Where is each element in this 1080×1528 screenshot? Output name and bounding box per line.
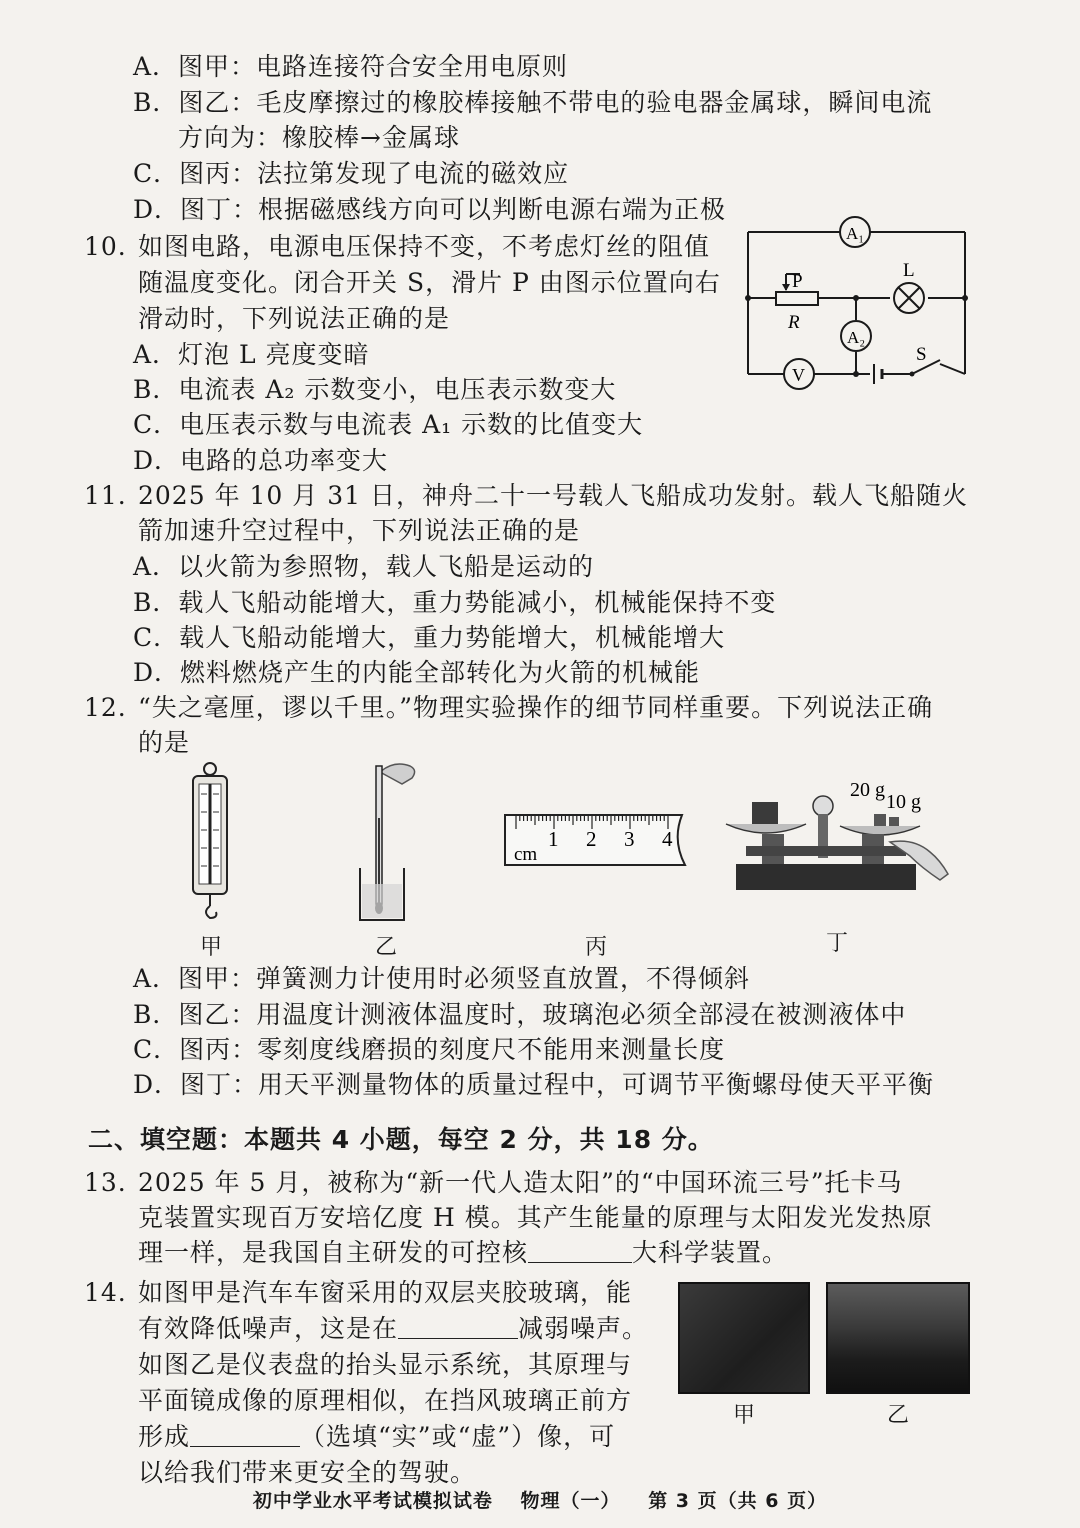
q14-caption-jia: 甲 (733, 1403, 756, 1428)
q10-stem: 如图电路，电源电压保持不变，不考虑灯丝的阻值 (138, 232, 711, 261)
a1-label: A₁ (846, 224, 865, 243)
q12-stem: “失之毫厘，谬以千里。”物理实验操作的细节同样重要。下列说法正确 (138, 693, 934, 722)
q14-line-4: 平面镜成像的原理相似，在挡风玻璃正前方 (138, 1386, 633, 1415)
laminated-glass-photo (678, 1282, 810, 1394)
circuit-diagram (740, 214, 972, 390)
footer-title: 初中学业水平考试模拟试卷 (252, 1490, 493, 1512)
r-label: R (788, 312, 800, 333)
q9-option-c: C．图丙：法拉第发现了电流的磁效应 (133, 159, 570, 188)
ruler-tick-2: 2 (586, 827, 597, 851)
thermometer-beaker-figure (352, 758, 422, 926)
q14-answer-blank-2[interactable] (190, 1420, 300, 1447)
q11-option-b: B．载人飞船动能增大，重力势能减小，机械能保持不变 (133, 588, 777, 617)
a2-label: A₂ (847, 328, 866, 347)
q14-text-c: 形成 (138, 1422, 191, 1451)
q13-number: 13. (84, 1168, 127, 1197)
right-pan-icon (840, 826, 920, 835)
q10-number: 10. (84, 232, 127, 261)
q9-option-d: D．图丁：根据磁感线方向可以判断电源右端为正极 (133, 195, 727, 224)
p-label: P (792, 271, 803, 292)
footer-page-number: 第 3 页（共 6 页） (648, 1490, 828, 1512)
ruler-tick-4: 4 (662, 827, 673, 851)
q9-option-b: B．图乙：毛皮摩擦过的橡胶棒接触不带电的验电器金属球，瞬间电流 (133, 88, 933, 117)
q10-stem-2: 随温度变化。闭合开关 S，滑片 P 由图示位置向右 (138, 268, 721, 297)
head-up-display-photo (826, 1282, 970, 1394)
s-label: S (916, 344, 927, 365)
q10-stem-3: 滑动时，下列说法正确的是 (138, 304, 451, 333)
fig-caption-bing: 丙 (585, 935, 608, 960)
q13-line-2: 克装置实现百万安培亿度 H 模。其产生能量的原理与太阳发光发热原 (138, 1203, 933, 1232)
ruler-tick-1: 1 (548, 827, 559, 851)
object-block-icon (752, 802, 778, 824)
q14-text-b: 减弱噪声。 (518, 1314, 649, 1343)
q12-option-a: A．图甲：弹簧测力计使用时必须竖直放置，不得倾斜 (133, 964, 751, 993)
q14-line-3: 如图乙是仪表盘的抬头显示系统，其原理与 (138, 1350, 633, 1379)
q14-text-d: （选填“实”或“虚”）像，可 (300, 1422, 616, 1451)
hand-icon (380, 764, 415, 784)
q11-number: 11. (84, 481, 127, 510)
q10-option-d: D．电路的总功率变大 (133, 446, 389, 475)
q14-line-5 (138, 1420, 615, 1454)
q9-option-b-cont: 方向为：橡胶棒→金属球 (178, 123, 460, 152)
q14-answer-blank-1[interactable] (398, 1312, 518, 1339)
q11-option-c: C．载人飞船动能增大，重力势能增大，机械能增大 (133, 623, 726, 652)
q11-option-a: A．以火箭为参照物，载人飞船是运动的 (133, 552, 595, 581)
q12-option-b: B．图乙：用温度计测液体温度时，玻璃泡必须全部浸在被测液体中 (133, 1000, 907, 1029)
fig-caption-yi: 乙 (375, 935, 398, 960)
q10-option-b: B．电流表 A₂ 示数变小，电压表示数变大 (133, 375, 617, 404)
left-pan-icon (726, 824, 806, 833)
q11-stem-2: 箭加速升空过程中，下列说法正确的是 (138, 516, 581, 545)
q12-stem-2: 的是 (138, 728, 191, 757)
fig-caption-ding: 丁 (826, 931, 849, 956)
q14-line-1: 如图甲是汽车车窗采用的双层夹胶玻璃，能 (138, 1278, 633, 1307)
q14-line-2 (138, 1312, 648, 1346)
q9-option-a: A．图甲：电路连接符合安全用电原则 (133, 52, 569, 81)
q13-text-b: 大科学装置。 (632, 1238, 789, 1267)
spring-scale-figure (184, 760, 236, 925)
q14-caption-yi: 乙 (887, 1403, 910, 1428)
q11-option-d: D．燃料燃烧产生的内能全部转化为火箭的机械能 (133, 658, 701, 687)
balance-figure (722, 772, 952, 896)
footer-subject: 物理（一） (520, 1490, 621, 1512)
q12-option-d: D．图丁：用天平测量物体的质量过程中，可调节平衡螺母使天平平衡 (133, 1070, 935, 1099)
page-footer (0, 1486, 1080, 1513)
hook-icon (206, 906, 216, 918)
q14-line-6: 以给我们带来更安全的驾驶。 (138, 1458, 477, 1487)
balance-base-icon (736, 864, 916, 890)
fig-caption-jia: 甲 (200, 935, 223, 960)
q12-number: 12. (84, 693, 127, 722)
ruler-unit-label: cm (514, 844, 538, 865)
q13-line-1: 2025 年 5 月，被称为“新一代人造太阳”的“中国环流三号”托卡马 (138, 1168, 903, 1197)
q13-text-a: 理一样，是我国自主研发的可控核 (138, 1238, 529, 1267)
q11-stem: 2025 年 10 月 31 日，神舟二十一号载人飞船成功发射。载人飞船随火 (138, 481, 968, 510)
ruler-figure (502, 810, 690, 872)
weight-20g-label: 20 g (850, 779, 885, 801)
ruler-tick-3: 3 (624, 827, 635, 851)
slider-arrow-icon (782, 284, 790, 291)
weight-10g-label: 10 g (886, 791, 921, 813)
l-label: L (903, 260, 915, 281)
q13-answer-blank[interactable] (528, 1236, 632, 1263)
q14-text-a: 有效降低噪声，这是在 (138, 1314, 399, 1343)
v-label: V (792, 365, 805, 385)
q14-number: 14. (84, 1278, 127, 1307)
q10-option-a: A．灯泡 L 亮度变暗 (133, 340, 370, 369)
q13-line-3 (138, 1236, 788, 1270)
section-2-heading: 二、填空题：本题共 4 小题，每空 2 分，共 18 分。 (88, 1125, 714, 1154)
q10-option-c: C．电压表示数与电流表 A₁ 示数的比值变大 (133, 410, 644, 439)
q12-option-c: C．图丙：零刻度线磨损的刻度尺不能用来测量长度 (133, 1035, 726, 1064)
